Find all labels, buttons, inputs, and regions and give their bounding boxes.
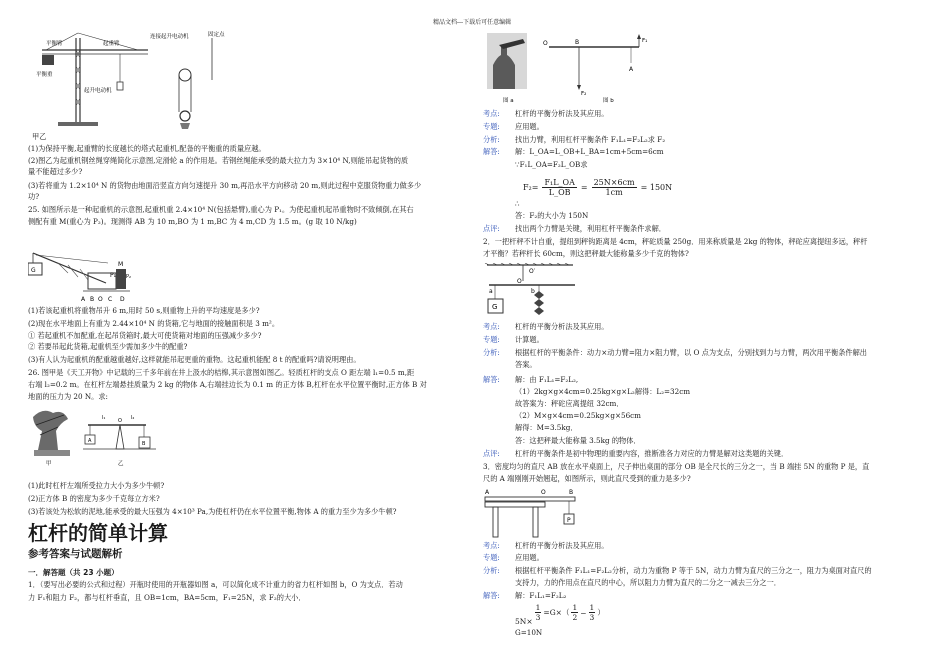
question-text: 量不能超过多少? bbox=[28, 167, 83, 176]
svg-text:B: B bbox=[575, 39, 580, 46]
answer-line: （1）2kg×g×4cm=0.25kg×g×L₂解得：L₂=32cm bbox=[515, 387, 691, 396]
question-text: 25. 如图所示是一种起重机的示意图,起重机重 2.4×10⁴ N(包括悬臂),重心为 P₁。为使起重机起吊重物时不致倾倒,在其右 bbox=[28, 205, 414, 214]
question-text: 才平衡？若秤杆长 60cm，则这把秤最大能称量多少千克的物体? bbox=[483, 249, 689, 258]
fixed-pulley bbox=[179, 69, 191, 81]
answer-line: 分析: 根据杠杆平衡条件 F₁L₁=F₂L₂分析，动力为重物 P 等于 5N，动力力臂为直尺的三分之一，阻力为桌面对直尺的 bbox=[483, 566, 872, 575]
pulley-figure bbox=[150, 30, 240, 130]
counterweight-block bbox=[116, 269, 126, 289]
answer-line: 专题: 应用题。 bbox=[483, 553, 544, 562]
answer-line: （2）M×g×4cm=0.25kg×g×56cm bbox=[515, 411, 641, 420]
question-text: 右端 l₂=0.2 m。在杠杆左端悬挂质量为 2 kg 的物体 A,右端挂边长为 0.1 m 的正方体 B,杠杆在水平位置平衡时,正方体 B 对 bbox=[28, 380, 427, 389]
label-motor: 起升电动机 bbox=[84, 88, 112, 94]
question-text: (3)若将重为 1.2×10⁴ N 的货物由地面沿竖直方向匀速提升 30 m,再沿水平方向移动 20 m,则此过程中克服货物重力做多少 bbox=[28, 181, 422, 190]
question-text: (2)图乙为起重机钢丝绳穿绳简化示意图,定滑轮 a 的作用是。若钢丝绳能承受的最大拉力为 3×10⁴ N,则能吊起货物的质 bbox=[28, 156, 409, 165]
section-subtitle: 参考答案与试题解析 bbox=[28, 548, 123, 560]
answer-line: 考点: 杠杆的平衡分析法及其应用。 bbox=[483, 541, 609, 550]
svg-text:F₂: F₂ bbox=[581, 91, 587, 97]
svg-text:G: G bbox=[31, 267, 36, 274]
section-heading: 一．解答题（共 23 小题） bbox=[28, 568, 119, 577]
answer-line: 答：F₂的大小为 150N bbox=[515, 211, 589, 220]
question-text: (1)若该起重机将重物吊升 6 m,用时 50 s,则重物上升的平均速度是多少? bbox=[28, 306, 260, 315]
table-top bbox=[485, 502, 545, 507]
answer-line: 考点: 杠杆的平衡分析法及其应用。 bbox=[483, 322, 609, 331]
svg-text:O′: O′ bbox=[529, 268, 536, 275]
answer-line: 考点: 杠杆的平衡分析法及其应用。 bbox=[483, 109, 609, 118]
answer-line: 专题: 计算题。 bbox=[483, 335, 544, 344]
svg-text:b: b bbox=[531, 288, 535, 295]
svg-text:G: G bbox=[492, 303, 498, 311]
question-text: 2．一把杆秤不计自重，提纽到秤钩距离是 4cm，秤砣质量 250g．用来称质量是 2kg 的物体，秤砣应离提纽多远，秤杆 bbox=[483, 237, 868, 246]
question-text: ② 若要吊起此货箱,起重机至少需加多少牛的配重? bbox=[28, 342, 188, 351]
answer-line: 解得：M=3.5kg． bbox=[515, 423, 578, 432]
svg-text:P₁: P₁ bbox=[110, 272, 117, 279]
question-text: 1．（要写出必要的公式和过程）开瓶时使用的开瓶器如图 a，可以简化成不计重力的省力杠杆如图 b，O 为支点．若动 bbox=[28, 580, 403, 589]
steelyard-figure bbox=[483, 263, 583, 321]
svg-text:P: P bbox=[567, 517, 571, 524]
movable-pulley bbox=[180, 111, 190, 121]
answer-line: 点评: 杠杆的平衡条件是初中物理的重要内容，推断准各力对应的力臂是解对这类题的关键． bbox=[483, 449, 789, 458]
question-text: (1)此时杠杆左端所受拉力大小为多少牛顿? bbox=[28, 481, 165, 490]
answer-line: 解答: 解：L_OA=L_OB+L_BA=1cm+5cm=6cm bbox=[483, 147, 664, 156]
caption-fig-b: 图 b bbox=[603, 98, 614, 104]
ruler-ab bbox=[485, 497, 575, 501]
formula-g: 5N× $\frac{1}{3}$ =G×（ 1 2 − $\frac{1}{3}$ ） bbox=[515, 603, 605, 626]
bottle-opener-figure bbox=[483, 33, 663, 105]
figure-caption: 甲乙 bbox=[32, 132, 47, 141]
svg-text:O: O bbox=[118, 418, 122, 424]
answer-line: 解答: 解：由 F₁L₁=F₂L₂, bbox=[483, 375, 579, 384]
label-balance-arm: 平衡臂 bbox=[46, 41, 63, 47]
svg-text:B: B bbox=[569, 489, 574, 496]
answer-line: 故答案为：秤砣应离提纽 32cm． bbox=[515, 399, 624, 408]
question-text: 功? bbox=[28, 192, 40, 201]
question-text: 3．密度均匀的直尺 AB 放在水平桌面上，尺子伸出桌面的部分 OB 是全尺长的三分之一，当 B 端挂 5N 的重物 P 是，直 bbox=[483, 462, 870, 471]
answer-line: 点评: 找出两个力臂是关键，利用杠杆平衡条件求解． bbox=[483, 224, 666, 233]
label-lifting-arm: 起重臂 bbox=[103, 41, 120, 47]
svg-text:A: A bbox=[81, 296, 86, 303]
question-text: (2)正方体 B 的密度为多少千克每立方米? bbox=[28, 494, 160, 503]
page-watermark: 精品文档---下载后可任意编辑 bbox=[433, 19, 512, 26]
tower-crane-figure bbox=[28, 30, 153, 130]
crane-counterweight-figure bbox=[28, 233, 133, 303]
caption-jia: 甲 bbox=[46, 461, 52, 467]
answer-line: ∵F₁L_OA=F₂L_OB求 bbox=[515, 160, 588, 169]
label-motor-connection: 连接起升电动机 bbox=[150, 34, 189, 40]
question-text: ① 若起重机不加配重,在起吊货箱时,最大可使货箱对地面的压强减少多少? bbox=[28, 331, 262, 340]
svg-text:O: O bbox=[541, 489, 546, 496]
crane-boom bbox=[33, 253, 106, 283]
svg-text:A: A bbox=[88, 438, 92, 444]
answer-line: 支持力，力的作用点在直尺的中心，所以阻力力臂为直尺的二分之一减去三分之一． bbox=[515, 578, 781, 587]
svg-text:M: M bbox=[118, 261, 124, 268]
question-text: (1)为保持平衡,起重臂的长度越长的塔式起重机,配备的平衡重的质量应越。 bbox=[28, 144, 266, 153]
svg-text:A: A bbox=[485, 489, 490, 496]
svg-text:D: D bbox=[120, 296, 125, 303]
svg-text:B: B bbox=[90, 296, 95, 303]
well-sweep-figure bbox=[28, 405, 158, 470]
svg-text:F₁: F₁ bbox=[642, 38, 648, 44]
fulcrum bbox=[116, 425, 124, 449]
svg-text:O: O bbox=[517, 278, 522, 285]
question-text: 尺的 A 端刚刚开始翘起，如图所示，则此直尺受到的重力是多少? bbox=[483, 474, 691, 483]
question-text: (2)现在水平地面上有重为 2.44×10⁴ N 的货箱,它与地面的接触面积是 3 m²。 bbox=[28, 319, 280, 328]
answer-line: 分析: 根据杠杆的平衡条件：动力×动力臂=阻力×阻力臂，以 O 点为支点，分别找到力与力臂，两次用平衡条件解出 bbox=[483, 348, 867, 357]
crane-base bbox=[58, 122, 98, 126]
svg-text:l₂: l₂ bbox=[131, 415, 135, 421]
svg-text:O: O bbox=[543, 40, 548, 47]
question-text: 力 F₁和阻力 F₂，都与杠杆垂直，且 OB=1cm，BA=5cm，F₁=25N，求 F₂的大小． bbox=[28, 593, 306, 602]
label-fixed-point: 固定点 bbox=[208, 32, 225, 38]
question-text: (3)有人认为起重机的配重越重越好,这样就能吊起更重的重物。这起重机能配 8 t 的配重吗?请说明理由。 bbox=[28, 355, 361, 364]
caption-fig-a: 图 a bbox=[503, 98, 514, 104]
answer-line: 专题: 应用题。 bbox=[483, 122, 544, 131]
answer-line: 答案。 bbox=[515, 360, 537, 369]
ruler-table-figure bbox=[483, 486, 583, 538]
caption-yi: 乙 bbox=[118, 461, 124, 467]
question-text: 26. 图甲是《天工开物》中记载的三千多年前在井上汲水的桔槔,其示意图如图乙。轻质杠杆的支点 O 距左端 l₁=0.5 m,距 bbox=[28, 368, 415, 377]
svg-text:C: C bbox=[108, 296, 113, 303]
svg-text:P₂: P₂ bbox=[126, 274, 132, 280]
question-text: 地面的压力为 20 N。求: bbox=[28, 392, 108, 401]
svg-text:a: a bbox=[489, 288, 493, 295]
label-counterweight: 平衡重 bbox=[36, 72, 53, 78]
svg-text:A: A bbox=[629, 66, 634, 73]
counterweight bbox=[42, 55, 54, 65]
question-text: (3)若该处为松软的泥地,能承受的最大压强为 4×10³ Pa,为使杠杆仍在水平位置平衡,物体 A 的重力至少为多少牛顿? bbox=[28, 507, 397, 516]
answer-line: 答：这把秤最大能称量 3.5kg 的物体． bbox=[515, 436, 641, 445]
question-text: 侧配有重 M(重心为 P₂)。现测得 AB 为 10 m,BO 为 1 m,BC 为 4 m,CD 为 1.5 m。(g 取 10 N/kg) bbox=[28, 217, 357, 226]
formula-f2: F₂= $\frac{\text{F₁L\_OA}}{L\_OB}$ = $\frac{25N\times 6cm}{1cm}$ = 150N bbox=[523, 177, 673, 197]
well-sweep-illustration bbox=[33, 411, 70, 456]
counterpoise bbox=[534, 291, 544, 315]
answer-line: 分析: 找出力臂，利用杠杆平衡条件 F₁L₁=F₂L₂求 F₂ bbox=[483, 135, 666, 144]
svg-text:O: O bbox=[98, 296, 103, 303]
therefore-sign: ∴ bbox=[515, 199, 520, 208]
svg-text:l₁: l₁ bbox=[102, 415, 106, 421]
page-title: 杠杆的简单计算 bbox=[28, 521, 168, 545]
hook-block bbox=[117, 82, 123, 90]
answer-line: G=10N bbox=[515, 628, 543, 637]
bottle-opener-photo bbox=[487, 33, 527, 89]
answer-line: 解答: 解：F₁L₁=F₂L₂ bbox=[483, 591, 567, 600]
svg-text:B: B bbox=[142, 441, 146, 447]
